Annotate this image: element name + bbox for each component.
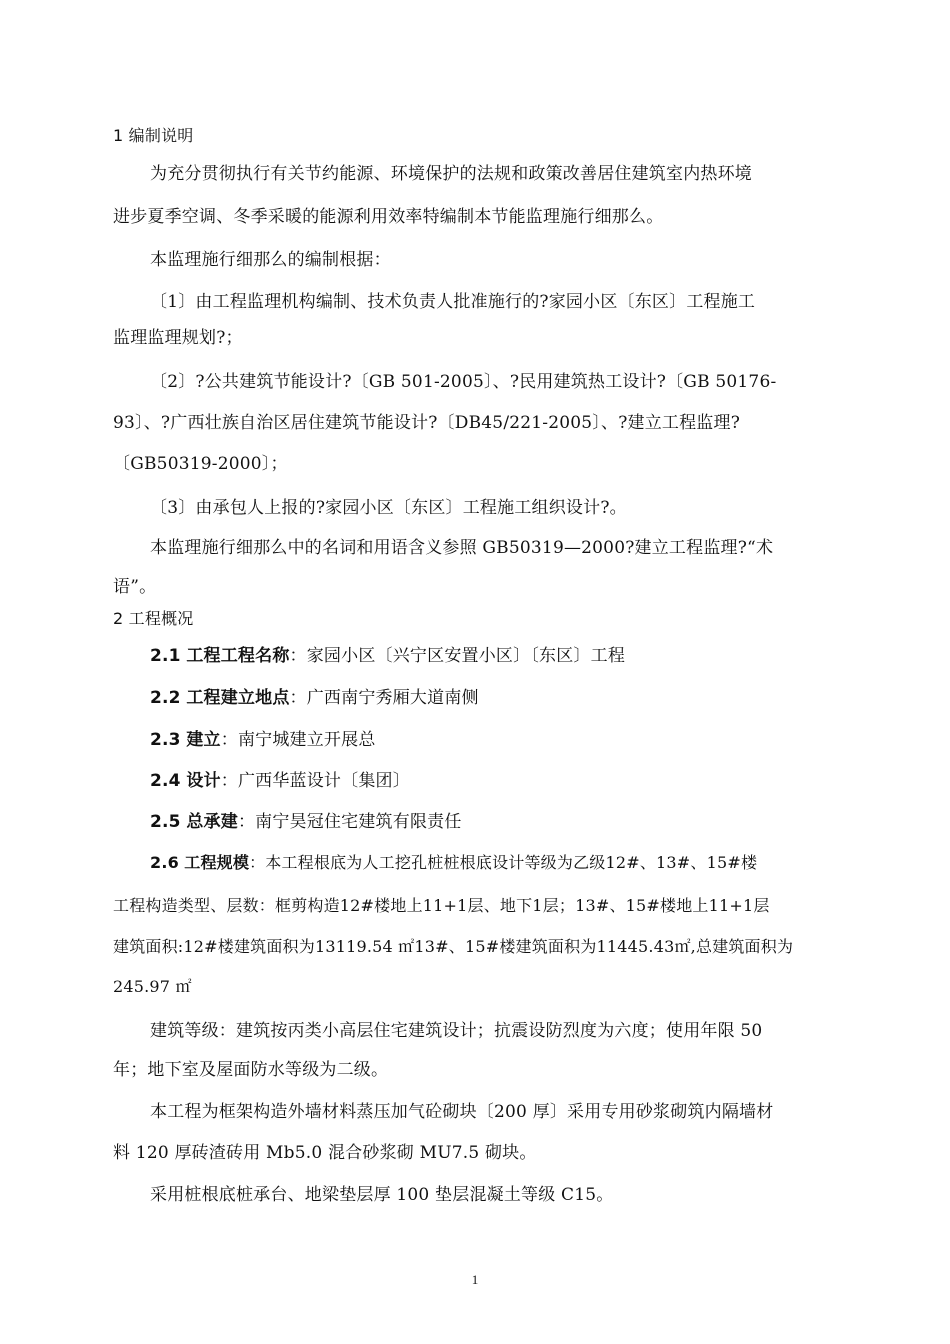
section-2-title: 2 工程概况: [113, 609, 194, 628]
item-value: 家园小区〔兴宁区安置小区〕〔东区〕工程: [306, 646, 626, 666]
item-label: 总承建: [186, 812, 238, 832]
item-value: 南宁昊冠住宅建筑有限责任: [255, 812, 462, 832]
overview-item: [150, 686, 479, 710]
item-1-line-2: 监理监理规划?；: [113, 328, 243, 348]
item-number: 2.4: [150, 771, 181, 791]
grade-line-2: 年；地下室及屋面防水等级为二级。: [113, 1060, 389, 1080]
item-value: 本工程根底为人工挖孔桩桩根底设计等级为乙级12#、13#、15#楼: [265, 853, 758, 872]
item-label: 设计: [186, 771, 221, 791]
para-1-line-1: 为充分贯彻执行有关节约能源、环境保护的法规和政策改善居住建筑室内热环境: [150, 164, 752, 184]
overview-item: [150, 810, 462, 834]
item-2-line-1: 〔2〕?公共建筑节能设计?〔GB 501-2005〕、?民用建筑热工设计?〔GB 50176-: [150, 372, 777, 392]
item-label: 工程规模: [184, 853, 250, 872]
item-separator: ：: [289, 646, 307, 666]
item-separator: ：: [220, 730, 238, 750]
item-number: 2.3: [150, 730, 181, 750]
overview-item: [150, 728, 376, 752]
item-value: 广西南宁秀厢大道南侧: [306, 688, 479, 708]
para-1-line-2: 进步夏季空调、冬季采暖的能源利用效率特编制本节能监理施行细那么。: [113, 207, 664, 227]
item-2-line-3: 〔GB50319-2000〕；: [113, 454, 288, 474]
grade-line-1: 建筑等级：建筑按丙类小高层住宅建筑设计；抗震设防烈度为六度；使用年限 50: [150, 1021, 763, 1041]
para-3-line-1: 本监理施行细那么中的名词和用语含义参照 GB50319—2000?建立工程监理?“术: [150, 538, 774, 558]
item-number: 2.1: [150, 646, 181, 666]
item-value: 南宁城建立开展总: [237, 730, 376, 750]
item-separator: ：: [220, 771, 238, 791]
item-separator: ：: [237, 812, 256, 832]
item-number: 2.5: [150, 812, 181, 832]
item-separator: ：: [249, 853, 266, 872]
scale-line-2: 建筑面积:12#楼建筑面积为13119.54 ㎡13#、15#楼建筑面积为11445.43㎡,总建筑面积为: [113, 937, 794, 956]
item-separator: ：: [289, 688, 307, 708]
item-label: 建立: [186, 730, 221, 750]
overview-item: [150, 644, 625, 668]
para-3-line-2: 语”。: [113, 577, 157, 597]
item-value: 广西华蓝设计〔集团〕: [237, 771, 410, 791]
overview-item: [150, 769, 410, 793]
pile-line: 采用桩根底桩承台、地梁垫层厚 100 垫层混凝土等级 C15。: [150, 1185, 614, 1205]
item-2-line-2: 93〕、?广西壮族自治区居住建筑节能设计?〔DB45/221-2005〕、?建立工程监理?: [113, 413, 741, 433]
overview-item: [150, 851, 757, 875]
para-2: 本监理施行细那么的编制根据：: [150, 250, 391, 270]
section-1-title: 1 编制说明: [113, 126, 194, 145]
item-label: 工程工程名称: [186, 646, 290, 666]
item-1-line-1: 〔1〕由工程监理机构编制、技术负责人批准施行的?家园小区〔东区〕工程施工: [150, 292, 756, 312]
item-number: 2.2: [150, 688, 181, 708]
item-3: 〔3〕由承包人上报的?家园小区〔东区〕工程施工组织设计?。: [150, 498, 627, 518]
frame-line-1: 本工程为框架构造外墙材料蒸压加气砼砌块〔200 厚〕采用专用砂浆砌筑内隔墙材: [150, 1102, 774, 1122]
scale-line-1: 工程构造类型、层数：框剪构造12#楼地上11+1层、地下1层；13#、15#楼地上11+1层: [113, 896, 770, 915]
scale-line-3: 245.97 ㎡: [113, 977, 192, 996]
page-number: 1: [471, 1272, 479, 1287]
item-label: 工程建立地点: [186, 688, 290, 708]
item-number: 2.6: [150, 853, 179, 872]
frame-line-2: 料 120 厚砖渣砖用 Mb5.0 混合砂浆砌 MU7.5 砌块。: [113, 1143, 537, 1163]
